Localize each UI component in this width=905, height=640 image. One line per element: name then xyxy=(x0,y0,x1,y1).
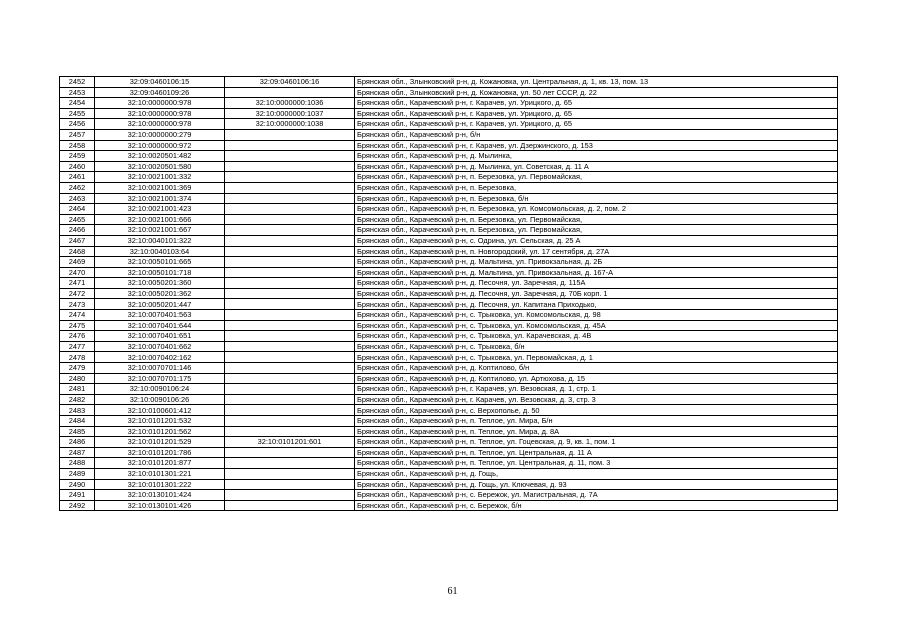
table-row xyxy=(60,331,838,342)
linked-cadastral-number-cell xyxy=(225,426,355,437)
table-row xyxy=(60,182,838,193)
row-number-cell: 2455 xyxy=(60,108,95,119)
address-cell: Брянская обл., Карачевский р-н, б/н xyxy=(355,129,838,140)
linked-cadastral-number-cell xyxy=(225,193,355,204)
linked-cadastral-number-cell: 32:10:0000000:1037 xyxy=(225,108,355,119)
address-cell: Брянская обл., Карачевский р-н, п. Березовка, б/н xyxy=(355,193,838,204)
address-cell: Брянская обл., Карачевский р-н, г. Карачев, ул. Везовская, д. 1, стр. 1 xyxy=(355,384,838,395)
address-cell: Брянская обл., Карачевский р-н, п. Березовка, ул. Первомайская, xyxy=(355,172,838,183)
table-row xyxy=(60,278,838,289)
table-row xyxy=(60,161,838,172)
cadastral-number-cell: 32:10:0101201:529 xyxy=(95,437,225,448)
address-cell: Брянская обл., Карачевский р-н, с. Бережок, ул. Магистральная, д. 7А xyxy=(355,490,838,501)
address-cell: Брянская обл., Карачевский р-н, с. Трыковка, ул. Комсомольская, д. 98 xyxy=(355,310,838,321)
table-row xyxy=(60,320,838,331)
table-row xyxy=(60,384,838,395)
row-number-cell: 2489 xyxy=(60,468,95,479)
address-cell: Брянская обл., Карачевский р-н, п. Теплое, ул. Центральная, д. 11 А xyxy=(355,447,838,458)
table-row xyxy=(60,341,838,352)
table-row xyxy=(60,299,838,310)
linked-cadastral-number-cell xyxy=(225,416,355,427)
linked-cadastral-number-cell xyxy=(225,151,355,162)
cadastral-number-cell: 32:10:0000000:978 xyxy=(95,108,225,119)
row-number-cell: 2492 xyxy=(60,500,95,511)
address-cell: Брянская обл., Карачевский р-н, с. Верхополье, д. 50 xyxy=(355,405,838,416)
table-row xyxy=(60,151,838,162)
row-number-cell: 2459 xyxy=(60,151,95,162)
linked-cadastral-number-cell xyxy=(225,405,355,416)
table-row xyxy=(60,246,838,257)
table-row xyxy=(60,193,838,204)
table-row xyxy=(60,363,838,374)
row-number-cell: 2465 xyxy=(60,214,95,225)
table-row xyxy=(60,373,838,384)
row-number-cell: 2473 xyxy=(60,299,95,310)
cadastral-number-cell: 32:10:0070402:162 xyxy=(95,352,225,363)
address-cell: Брянская обл., Карачевский р-н, д. Песочня, ул. Заречная, д. 70Б корп. 1 xyxy=(355,288,838,299)
linked-cadastral-number-cell xyxy=(225,225,355,236)
table-row xyxy=(60,352,838,363)
table-body xyxy=(60,77,838,511)
cadastral-number-cell: 32:10:0100601:412 xyxy=(95,405,225,416)
table-row xyxy=(60,257,838,268)
linked-cadastral-number-cell xyxy=(225,490,355,501)
table-row xyxy=(60,108,838,119)
linked-cadastral-number-cell xyxy=(225,140,355,151)
address-cell: Брянская обл., Карачевский р-н, д. Гощь, xyxy=(355,468,838,479)
address-cell: Брянская обл., Карачевский р-н, п. Новгородский, ул. 17 сентября, д. 27А xyxy=(355,246,838,257)
cadastral-number-cell: 32:10:0021001:374 xyxy=(95,193,225,204)
address-cell: Брянская обл., Карачевский р-н, д. Коптилово, ул. Артюхова, д. 15 xyxy=(355,373,838,384)
cadastral-number-cell: 32:10:0050101:665 xyxy=(95,257,225,268)
linked-cadastral-number-cell xyxy=(225,479,355,490)
table-row xyxy=(60,129,838,140)
cadastral-number-cell: 32:10:0070401:644 xyxy=(95,320,225,331)
row-number-cell: 2462 xyxy=(60,182,95,193)
cadastral-number-cell: 32:10:0021001:666 xyxy=(95,214,225,225)
address-cell: Брянская обл., Карачевский р-н, с. Одрина, ул. Сельская, д. 25 А xyxy=(355,235,838,246)
table-row xyxy=(60,437,838,448)
table-row xyxy=(60,140,838,151)
cadastral-number-cell: 32:10:0021001:369 xyxy=(95,182,225,193)
address-cell: Брянская обл., Карачевский р-н, г. Карачев, ул. Урицкого, д. 65 xyxy=(355,108,838,119)
address-cell: Брянская обл., Злынковский р-н, д. Кожановка, ул. Центральная, д. 1, кв. 13, пом. 13 xyxy=(355,77,838,88)
row-number-cell: 2463 xyxy=(60,193,95,204)
address-cell: Брянская обл., Карачевский р-н, с. Трыковка, ул. Комсомольская, д. 45А xyxy=(355,320,838,331)
table-row xyxy=(60,267,838,278)
cadastral-number-cell: 32:10:0000000:279 xyxy=(95,129,225,140)
linked-cadastral-number-cell xyxy=(225,373,355,384)
row-number-cell: 2456 xyxy=(60,119,95,130)
address-cell: Брянская обл., Карачевский р-н, п. Березовка, xyxy=(355,182,838,193)
address-cell: Брянская обл., Карачевский р-н, п. Теплое, ул. Мира, д. 8А xyxy=(355,426,838,437)
cadastral-number-cell: 32:10:0000000:972 xyxy=(95,140,225,151)
table-row xyxy=(60,426,838,437)
cadastral-number-cell: 32:10:0020501:482 xyxy=(95,151,225,162)
table-row xyxy=(60,98,838,109)
address-cell: Брянская обл., Карачевский р-н, п. Теплое, ул. Центральная, д. 11, пом. 3 xyxy=(355,458,838,469)
linked-cadastral-number-cell xyxy=(225,363,355,374)
linked-cadastral-number-cell: 32:10:0000000:1036 xyxy=(225,98,355,109)
linked-cadastral-number-cell xyxy=(225,352,355,363)
row-number-cell: 2469 xyxy=(60,257,95,268)
cadastral-number-cell: 32:10:0130101:426 xyxy=(95,500,225,511)
address-cell: Брянская обл., Карачевский р-н, п. Березовка, ул. Первомайская, xyxy=(355,225,838,236)
linked-cadastral-number-cell xyxy=(225,235,355,246)
cadastral-number-cell: 32:10:0050201:447 xyxy=(95,299,225,310)
linked-cadastral-number-cell xyxy=(225,246,355,257)
linked-cadastral-number-cell xyxy=(225,129,355,140)
cadastral-number-cell: 32:10:0101301:222 xyxy=(95,479,225,490)
cadastral-number-cell: 32:10:0101201:532 xyxy=(95,416,225,427)
address-cell: Брянская обл., Карачевский р-н, д. Мальтина, ул. Привокзальная, д. 167-А xyxy=(355,267,838,278)
table-row xyxy=(60,490,838,501)
address-cell: Брянская обл., Карачевский р-н, д. Коптилово, б/н xyxy=(355,363,838,374)
table-row xyxy=(60,172,838,183)
table-row xyxy=(60,479,838,490)
table-row xyxy=(60,500,838,511)
table-row xyxy=(60,204,838,215)
cadastral-number-cell: 32:10:0040103:64 xyxy=(95,246,225,257)
row-number-cell: 2484 xyxy=(60,416,95,427)
cadastral-number-cell: 32:10:0070701:146 xyxy=(95,363,225,374)
linked-cadastral-number-cell xyxy=(225,214,355,225)
cadastral-number-cell: 32:10:0021001:667 xyxy=(95,225,225,236)
linked-cadastral-number-cell: 32:10:0101201:601 xyxy=(225,437,355,448)
linked-cadastral-number-cell xyxy=(225,182,355,193)
row-number-cell: 2490 xyxy=(60,479,95,490)
row-number-cell: 2487 xyxy=(60,447,95,458)
linked-cadastral-number-cell xyxy=(225,331,355,342)
address-cell: Брянская обл., Карачевский р-н, д. Гощь, ул. Ключевая, д. 93 xyxy=(355,479,838,490)
linked-cadastral-number-cell xyxy=(225,320,355,331)
table-row xyxy=(60,235,838,246)
row-number-cell: 2483 xyxy=(60,405,95,416)
table-row xyxy=(60,468,838,479)
address-cell: Брянская обл., Карачевский р-н, д. Мальтина, ул. Привокзальная, д. 2Б xyxy=(355,257,838,268)
page-number: 61 xyxy=(447,586,458,597)
cadastral-number-cell: 32:09:0460106:15 xyxy=(95,77,225,88)
cadastral-number-cell: 32:10:0070401:662 xyxy=(95,341,225,352)
cadastral-number-cell: 32:10:0090106:26 xyxy=(95,394,225,405)
row-number-cell: 2467 xyxy=(60,235,95,246)
cadastral-number-cell: 32:10:0050201:362 xyxy=(95,288,225,299)
linked-cadastral-number-cell: 32:09:0460106:16 xyxy=(225,77,355,88)
linked-cadastral-number-cell xyxy=(225,257,355,268)
linked-cadastral-number-cell xyxy=(225,384,355,395)
linked-cadastral-number-cell xyxy=(225,278,355,289)
linked-cadastral-number-cell xyxy=(225,394,355,405)
table-row xyxy=(60,310,838,321)
row-number-cell: 2486 xyxy=(60,437,95,448)
address-cell: Брянская обл., Карачевский р-н, с. Трыковка, ул. Первомайская, д. 1 xyxy=(355,352,838,363)
linked-cadastral-number-cell xyxy=(225,468,355,479)
row-number-cell: 2481 xyxy=(60,384,95,395)
linked-cadastral-number-cell xyxy=(225,172,355,183)
cadastral-number-cell: 32:10:0000000:978 xyxy=(95,98,225,109)
cadastral-number-cell: 32:10:0130101:424 xyxy=(95,490,225,501)
cadastral-number-cell: 32:10:0101201:562 xyxy=(95,426,225,437)
linked-cadastral-number-cell xyxy=(225,288,355,299)
row-number-cell: 2460 xyxy=(60,161,95,172)
cadastral-number-cell: 32:10:0070401:651 xyxy=(95,331,225,342)
address-cell: Брянская обл., Карачевский р-н, г. Карачев, ул. Урицкого, д. 65 xyxy=(355,119,838,130)
table-row xyxy=(60,394,838,405)
address-cell: Брянская обл., Карачевский р-н, с. Трыковка, б/н xyxy=(355,341,838,352)
address-cell: Брянская обл., Карачевский р-н, г. Карачев, ул. Везовская, д. 3, стр. 3 xyxy=(355,394,838,405)
row-number-cell: 2472 xyxy=(60,288,95,299)
cadastral-number-cell: 32:10:0101201:877 xyxy=(95,458,225,469)
row-number-cell: 2474 xyxy=(60,310,95,321)
row-number-cell: 2454 xyxy=(60,98,95,109)
cadastral-number-cell: 32:10:0050201:360 xyxy=(95,278,225,289)
row-number-cell: 2466 xyxy=(60,225,95,236)
cadastral-number-cell: 32:10:0070701:175 xyxy=(95,373,225,384)
row-number-cell: 2458 xyxy=(60,140,95,151)
cadastral-number-cell: 32:10:0040101:322 xyxy=(95,235,225,246)
row-number-cell: 2471 xyxy=(60,278,95,289)
linked-cadastral-number-cell: 32:10:0000000:1038 xyxy=(225,119,355,130)
row-number-cell: 2464 xyxy=(60,204,95,215)
linked-cadastral-number-cell xyxy=(225,299,355,310)
address-cell: Брянская обл., Карачевский р-н, с. Трыковка, ул. Карачевская, д. 4В xyxy=(355,331,838,342)
table-row xyxy=(60,87,838,98)
table-row xyxy=(60,405,838,416)
address-cell: Брянская обл., Карачевский р-н, д. Мылинка, ул. Советская, д. 11 А xyxy=(355,161,838,172)
row-number-cell: 2477 xyxy=(60,341,95,352)
table-row xyxy=(60,77,838,88)
address-cell: Брянская обл., Карачевский р-н, с. Бережок, б/н xyxy=(355,500,838,511)
address-cell: Брянская обл., Карачевский р-н, д. Песочня, ул. Капитана Приходько, xyxy=(355,299,838,310)
table-row xyxy=(60,447,838,458)
address-cell: Брянская обл., Карачевский р-н, п. Теплое, ул. Мира, Б/н xyxy=(355,416,838,427)
row-number-cell: 2491 xyxy=(60,490,95,501)
row-number-cell: 2452 xyxy=(60,77,95,88)
row-number-cell: 2453 xyxy=(60,87,95,98)
cadastral-number-cell: 32:10:0050101:718 xyxy=(95,267,225,278)
cadastral-number-cell: 32:10:0020501:580 xyxy=(95,161,225,172)
row-number-cell: 2482 xyxy=(60,394,95,405)
address-cell: Брянская обл., Злынковский р-н, д. Кожановка, ул. 50 лет СССР, д. 22 xyxy=(355,87,838,98)
address-cell: Брянская обл., Карачевский р-н, п. Теплое, ул. Гоцевская, д. 9, кв. 1, пом. 1 xyxy=(355,437,838,448)
cadastral-number-cell: 32:10:0070401:563 xyxy=(95,310,225,321)
row-number-cell: 2479 xyxy=(60,363,95,374)
row-number-cell: 2485 xyxy=(60,426,95,437)
cadastral-number-cell: 32:10:0101201:786 xyxy=(95,447,225,458)
linked-cadastral-number-cell xyxy=(225,161,355,172)
row-number-cell: 2488 xyxy=(60,458,95,469)
property-register-table xyxy=(59,76,838,511)
address-cell: Брянская обл., Карачевский р-н, д. Песочня, ул. Заречная, д. 115А xyxy=(355,278,838,289)
linked-cadastral-number-cell xyxy=(225,458,355,469)
table-row xyxy=(60,225,838,236)
linked-cadastral-number-cell xyxy=(225,447,355,458)
row-number-cell: 2470 xyxy=(60,267,95,278)
row-number-cell: 2457 xyxy=(60,129,95,140)
cadastral-number-cell: 32:10:0000000:978 xyxy=(95,119,225,130)
address-cell: Брянская обл., Карачевский р-н, п. Березовка, ул. Первомайская, xyxy=(355,214,838,225)
row-number-cell: 2480 xyxy=(60,373,95,384)
row-number-cell: 2476 xyxy=(60,331,95,342)
table-row xyxy=(60,416,838,427)
linked-cadastral-number-cell xyxy=(225,87,355,98)
table-row xyxy=(60,458,838,469)
address-cell: Брянская обл., Карачевский р-н, п. Березовка, ул. Комсомольская, д. 2, пом. 2 xyxy=(355,204,838,215)
cadastral-number-cell: 32:10:0090106:24 xyxy=(95,384,225,395)
linked-cadastral-number-cell xyxy=(225,341,355,352)
table-row xyxy=(60,288,838,299)
address-cell: Брянская обл., Карачевский р-н, д. Мылинка, xyxy=(355,151,838,162)
table-row xyxy=(60,119,838,130)
cadastral-number-cell: 32:09:0460109:26 xyxy=(95,87,225,98)
linked-cadastral-number-cell xyxy=(225,310,355,321)
row-number-cell: 2475 xyxy=(60,320,95,331)
cadastral-number-cell: 32:10:0101301:221 xyxy=(95,468,225,479)
linked-cadastral-number-cell xyxy=(225,267,355,278)
linked-cadastral-number-cell xyxy=(225,500,355,511)
row-number-cell: 2478 xyxy=(60,352,95,363)
cadastral-number-cell: 32:10:0021001:423 xyxy=(95,204,225,215)
linked-cadastral-number-cell xyxy=(225,204,355,215)
cadastral-number-cell: 32:10:0021001:332 xyxy=(95,172,225,183)
address-cell: Брянская обл., Карачевский р-н, г. Карачев, ул. Дзержинского, д. 153 xyxy=(355,140,838,151)
row-number-cell: 2468 xyxy=(60,246,95,257)
table-row xyxy=(60,214,838,225)
address-cell: Брянская обл., Карачевский р-н, г. Карачев, ул. Урицкого, д. 65 xyxy=(355,98,838,109)
row-number-cell: 2461 xyxy=(60,172,95,183)
